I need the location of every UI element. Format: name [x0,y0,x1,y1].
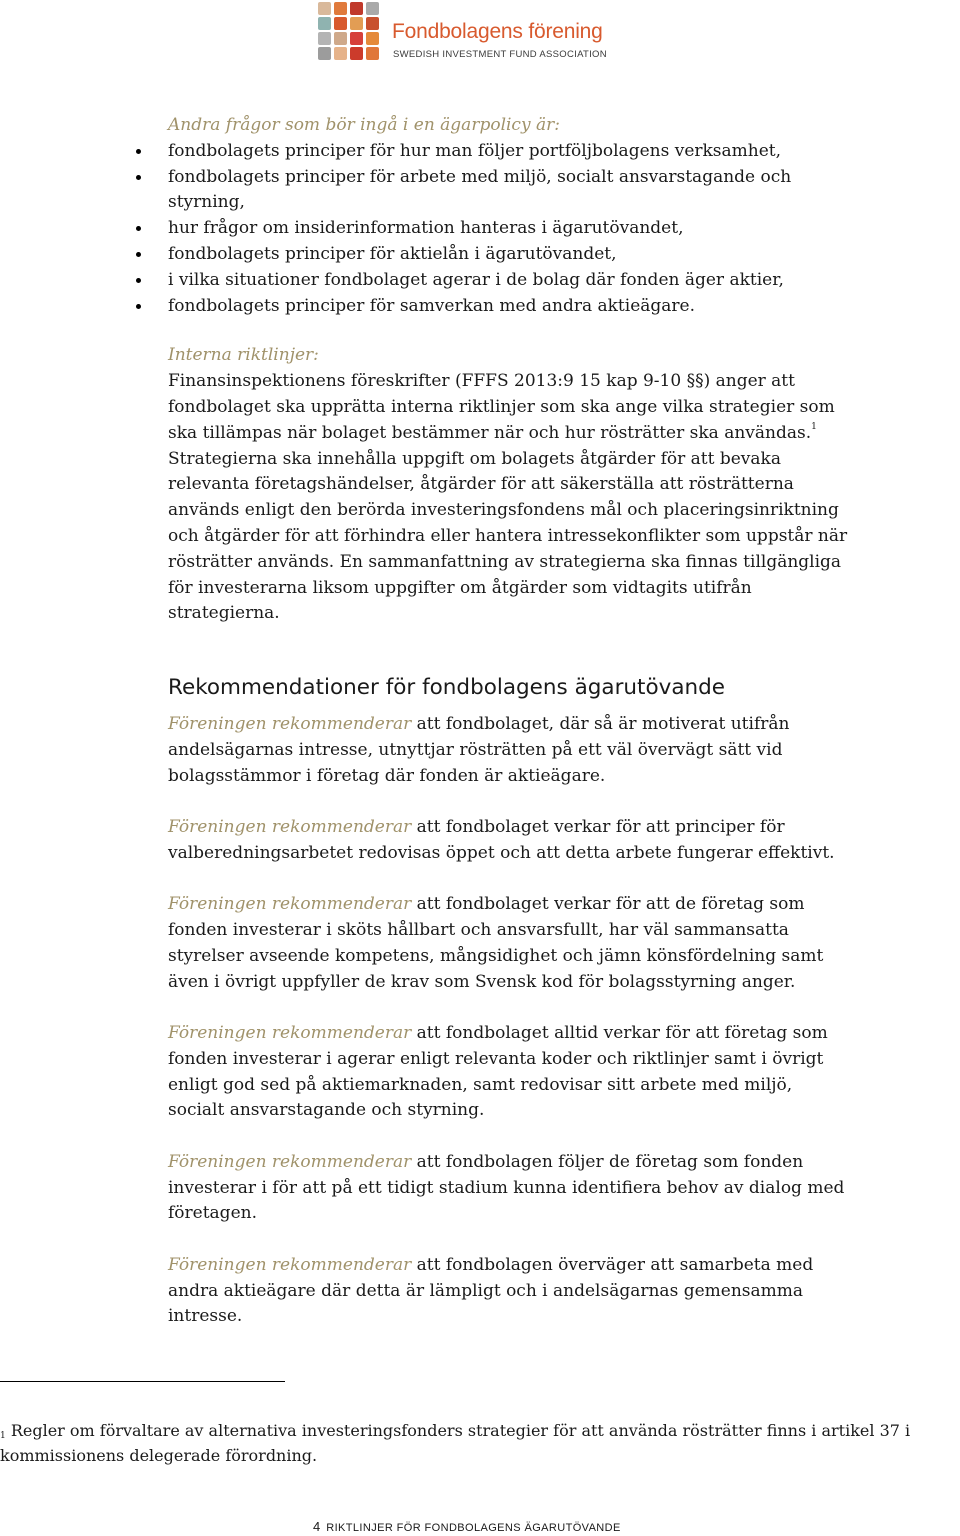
recommendation-paragraph [168,1150,848,1227]
ownership-list [168,139,848,320]
logo-square [334,2,347,15]
logo-mosaic-icon [318,2,380,62]
recommendation-lead: Föreningen rekommenderar [168,1254,412,1275]
footer-title: RIKTLINJER FÖR FONDBOLAGENS ÄGARUTÖVANDE [326,1522,621,1534]
list-item: fondbolagets principer för samverkan med andra aktieägare. [168,294,848,320]
logo-square [350,32,363,45]
guidelines-text-b: Strategierna ska innehålla uppgift om bolagets åtgärder för att bevaka relevanta företagshändelser, åtgärder för att säkerställa att rösträtterna används enligt den berörda investeringsfondens mål och placeringsinriktning och åtgärder för att förhindra eller hantera intressekonflikter som uppstår när rösträtter används. En sammanfattning av strategierna ska finnas tillgängliga för investerarna liksom uppgifter om åtgärder som vidtagits utifrån strategierna. [168,448,848,624]
recommendation-paragraph [168,712,848,789]
list-item: fondbolagets principer för hur man följer portföljbolagens verksamhet, [168,139,848,165]
list-item: fondbolagets principer för aktielån i ägarutövandet, [168,242,848,268]
logo-square [366,2,379,15]
page-footer [313,1518,621,1536]
recommendation-paragraph [168,892,848,995]
footnote-reference: 1 [811,421,817,432]
recommendation-lead: Föreningen rekommenderar [168,714,412,735]
logo-square [318,32,331,45]
guidelines-text-a: Finansinspektionens föreskrifter (FFFS 2013:9 15 kap 9-10 §§) anger att fondbolaget ska upprätta interna riktlinjer som ska ange vilka strategier som ska tillämpas när bolaget bestämmer när och hur rösträtter ska användas. [168,371,835,443]
recommendation-paragraph [168,815,848,867]
list-item: hur frågor om insiderinformation hanteras i ägarutövandet, [168,216,848,242]
recommendation-lead: Föreningen rekommenderar [168,1023,412,1044]
footnote [0,1418,960,1468]
logo-square [350,47,363,60]
page-content [168,113,848,1356]
logo-square [318,2,331,15]
logo-square [334,47,347,60]
footnote-text: Regler om förvaltare av alternativa investeringsfonders strategier för att använda rösträtter finns i artikel 37 i kommissionens delegerade förordning. [0,1421,911,1465]
logo-square [318,17,331,30]
logo-name: Fondbolagens förening [392,20,603,43]
guidelines-paragraph [168,369,848,627]
logo-square [366,32,379,45]
recommendation-text: att fondbolaget alltid verkar för att företag som fonden investerar i agerar enligt relevanta koder och riktlinjer samt i övrigt enligt god sed på aktiemarknaden, samt redovisar sitt arbete med miljö, socialt ansvarstagande och styrning. [168,1023,828,1121]
guidelines-heading: Interna riktlinjer: [168,345,319,366]
recommendations-title: Rekommendationer för fondbolagens ägarutövande [168,675,726,701]
recommendation-paragraph [168,1021,848,1124]
list-item: i vilka situationer fondbolaget agerar i de bolag där fonden äger aktier, [168,268,848,294]
recommendation-text: att fondbolaget verkar för att de företag som fonden investerar i sköts hållbart och ansvarsfullt, har väl sammansatta styrelser avseende kompetens, mångsidighet och jämn könsfördelning samt även i övrigt uppfyller de krav som Svensk kod för bolagsstyrning anger. [168,894,824,992]
logo-square [334,32,347,45]
logo-square [350,2,363,15]
page-number: 4 [313,1519,321,1534]
footnote-mark: 1 [0,1431,6,1441]
recommendation-text: att fondbolaget, där så är motiverat utifrån andelsägarnas intresse, utnyttjar rösträtten på ett väl övervägt sätt vid bolagsstämmor i företag där fonden är aktieägare. [168,714,790,786]
logo-square [334,17,347,30]
logo-square [350,17,363,30]
recommendation-text: att fondbolagen överväger att samarbeta med andra aktieägare där detta är lämpligt och i andelsägarnas gemensamma intresse. [168,1254,814,1327]
logo-square [366,17,379,30]
association-logo [318,2,608,64]
ownership-heading: Andra frågor som bör ingå i en ägarpolicy är: [168,115,560,135]
recommendation-lead: Föreningen rekommenderar [168,1151,412,1172]
recommendation-text: att fondbolaget verkar för att principer för valberedningsarbetet redovisas öppet och att detta arbete fungerar effektivt. [168,817,835,863]
logo-square [318,47,331,60]
recommendation-paragraph [168,1253,848,1330]
recommendation-text: att fondbolagen följer de företag som fonden investerar i för att på ett tidigt stadium kunna identifiera behov av dialog med företagen. [168,1151,845,1224]
footnote-divider [0,1381,285,1382]
recommendation-lead: Föreningen rekommenderar [168,817,412,838]
list-item: fondbolagets principer för arbete med miljö, socialt ansvarstagande och styrning, [168,165,848,217]
logo-square [366,47,379,60]
recommendation-lead: Föreningen rekommenderar [168,894,412,915]
logo-subtitle: SWEDISH INVESTMENT FUND ASSOCIATION [393,49,607,60]
